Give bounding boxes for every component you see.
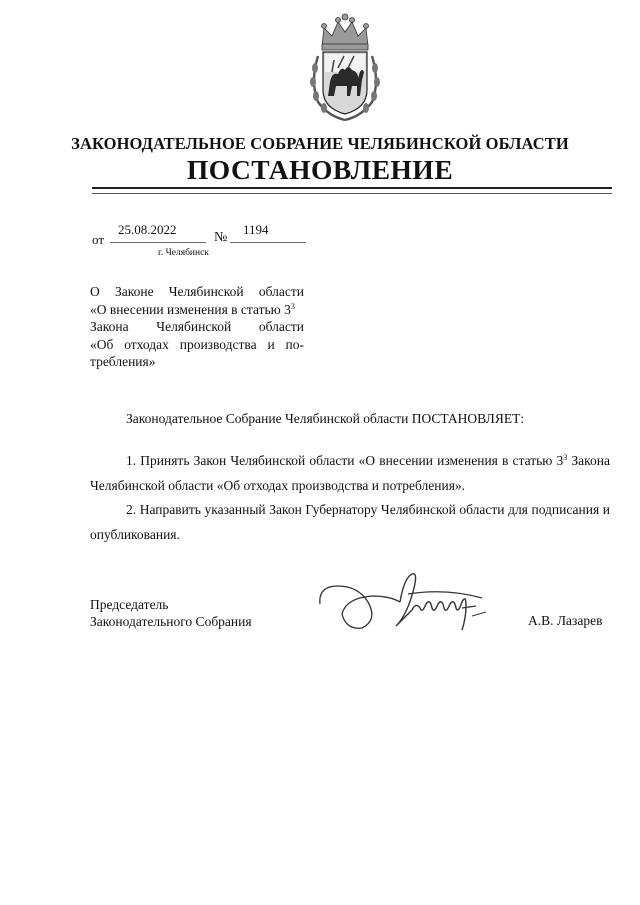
subject-line: Закона Челябинской области	[90, 319, 304, 334]
signatory-position	[90, 596, 252, 630]
number-underline	[230, 242, 306, 243]
subject-line: требления»	[90, 354, 156, 369]
date-prefix: от	[92, 232, 105, 247]
header-rule-thick	[92, 187, 612, 189]
place-label: г. Челябинск	[158, 248, 209, 258]
signatory-name: А.В. Лазарев	[528, 613, 603, 628]
subject-line: О Законе Челябинской области	[90, 284, 304, 299]
subject-line: «О внесении изменения в статью $3^3$	[90, 301, 295, 317]
document-subject	[90, 283, 304, 371]
coat-of-arms-icon	[308, 12, 382, 124]
date-underline	[110, 242, 206, 243]
position-line: Председатель	[90, 597, 169, 612]
resolution-item-1: 1. Принять Закон Челябинской области «О внесении изменения в статью $3^3$ Закона Челябинской области «Об отходах производства и потребления».	[90, 453, 610, 493]
date-value: 25.08.2022	[118, 222, 177, 237]
resolution-item-2: 2. Направить указанный Закон Губернатору Челябинской области для подписания и опубликования.	[90, 502, 610, 542]
header-rule-thin	[92, 193, 612, 194]
subject-line: «Об отходах производства и по-	[90, 336, 304, 352]
preamble-text: Законодательное Собрание Челябинской области ПОСТАНОВЛЯЕТ:	[126, 411, 525, 426]
number-sign: №	[214, 230, 228, 245]
document-type-title: ПОСТАНОВЛЕНИЕ	[186, 154, 454, 185]
position-line: Законодательного Собрания	[90, 614, 252, 629]
handwritten-signature-icon	[316, 568, 502, 638]
organization-title: ЗАКОНОДАТЕЛЬНОЕ СОБРАНИЕ ЧЕЛЯБИНСКОЙ ОБЛАСТИ	[71, 134, 569, 153]
number-value: 1194	[243, 222, 269, 237]
